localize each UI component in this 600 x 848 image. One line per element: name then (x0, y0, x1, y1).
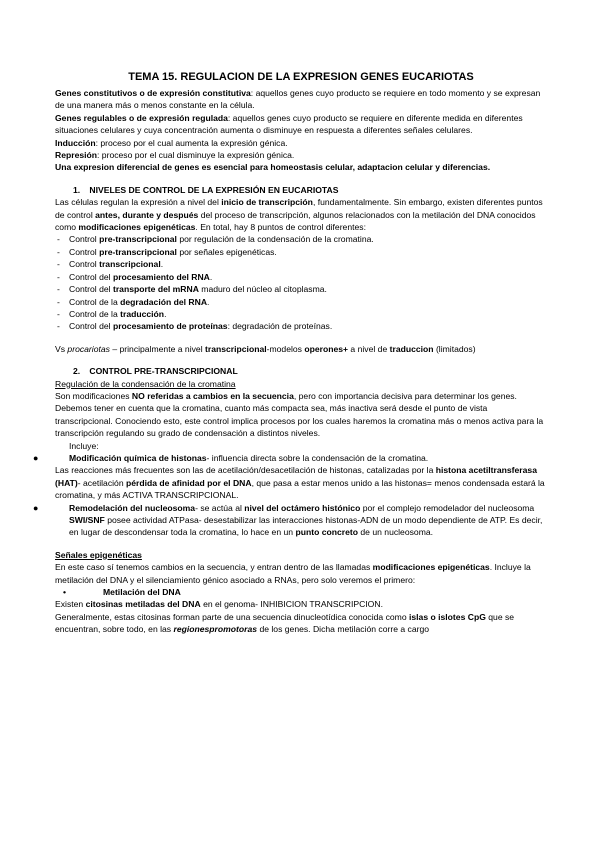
subheading-epigeneticas: Señales epigenéticas (55, 549, 142, 560)
control-points-list (55, 233, 547, 332)
procariotas-note: Vs procariotas – principalmente a nivel transcripcional-modelos operones+ a nivel de traduccion (limitados) (55, 343, 476, 354)
paragraph-represion: Represión: proceso por el cual disminuye la expresión génica. (55, 150, 295, 161)
list-item: - Control del procesamiento de proteínas: degradación de proteínas. (55, 320, 547, 332)
section-heading-2: 2. CONTROL PRE-TRANSCRIPCIONAL (73, 366, 238, 377)
paragraph-regulables: Genes regulables o de expresión regulada: aquellos genes cuyo producto se requiere en diferente medida en diferentes situaciones celulares y cuya concentración aumenta o disminuye en respuesta a diferentes señales celulares. (55, 112, 523, 136)
subheading-cromatina: Regulación de la condensación de la cromatina (55, 378, 236, 389)
page-title: TEMA 15. REGULACION DE LA EXPRESION GENES EUCARIOTAS (128, 71, 474, 83)
list-item: - Control pre-transcripcional por señales epigenéticas. (55, 246, 547, 258)
paragraph-induccion: Inducción: proceso por el cual aumenta la expresión génica. (55, 137, 288, 148)
section1-paragraph: Las células regulan la expresión a nivel del inicio de transcripción, fundamentalmente. Sin embargo, existen diferentes puntos de control antes, durante y después del proceso de transcripción, algunos relacionados con la metilación del DNA conocidos como modificaciones epigenéticas. En total, hay 8 puntos de control diferentes: (55, 197, 543, 233)
paragraph-constitutivos: Genes constitutivos o de expresión constitutiva: aquellos genes cuyo producto se requiere en todo momento y se expresan de una manera más o menos constante en la célula. (55, 88, 541, 111)
incluye-label: Incluye: (69, 440, 99, 451)
bullet-icon: • (63, 587, 67, 598)
section-heading-1: 1. NIVELES DE CONTROL DE LA EXPRESIÓN EN EUCARIOTAS (73, 184, 339, 195)
document-page (33, 70, 547, 636)
bullet-icon: ● (33, 502, 39, 513)
paragraph-modificaciones: Son modificaciones NO referidas a cambios en la secuencia, pero con importancia decisiva para determinar los genes. (55, 390, 517, 401)
paragraph-compacta: Debemos tener en cuenta que la cromatina, cuanto más compacta sea, más inactiva será desde el punto de vista transcripcional. Conociendo esto, este control implica procesos por los cuales haremos la cromatina más o menos activa para la transcripción regulando su grado de condensación a distintos niveles. (55, 403, 544, 439)
bullet-icon: ● (33, 452, 39, 463)
bullet-histonas: ● Modificación química de histonas- influencia directa sobre la condensación de la cromatina. (33, 452, 429, 463)
list-item: - Control de la degradación del RNA. (55, 296, 547, 308)
paragraph-citosinas: Existen citosinas metiladas del DNA en el genoma- INHIBICION TRANSCRIPCION. (55, 599, 383, 610)
list-item: - Control del procesamiento del RNA. (55, 271, 547, 283)
list-item: - Control del transporte del mRNA maduro del núcleo al citoplasma. (55, 283, 547, 295)
list-item: - Control transcripcional. (55, 258, 547, 270)
list-item: - Control de la traducción. (55, 308, 547, 320)
paragraph-acetilacion: Las reacciones más frecuentes son las de acetilación/desacetilación de histonas, catalizadas por la histona acetiltransferasa (HAT)- acetilación pérdida de afinidad por el DNA, que pasa a estar menos unido a las histonas= menos condensada estará la cromatina, y más ACTIVA TRANSCRIPCIONAL. (55, 465, 545, 501)
paragraph-cpg: Generalmente, estas citosinas forman parte de una secuencia dinucleotídica conocida como islas o islotes CpG que se encuentran, sobre todo, en las regionespromotoras de los genes. Dicha metilación corre a cargo (55, 611, 515, 635)
bullet-metilacion: • Metilación del DNA (63, 587, 181, 598)
paragraph-summary: Una expresion diferencial de genes es esencial para homeostasis celular, adaptacion celular y diferencias. (55, 162, 491, 173)
bullet-nucleosoma: ● Remodelación del nucleosoma- se actúa al nivel del octámero histónico por el complejo remodelador del nucleosoma SWI/SNF posee actividad ATPasa- desestabilizar las interacciones histonas-ADN de un modo dependiente de ATP. Es decir, en lugar de descondensar toda la cromatina, lo hace en un punto concreto de un nucleosoma. (33, 502, 543, 538)
paragraph-epigeneticas: En este caso sí tenemos cambios en la secuencia, y entran dentro de las llamadas modificaciones epigenéticas. Incluye la metilación del DNA y el silenciamiento génico asociado a RNAs, pero solo veremos el primero: (55, 562, 531, 585)
list-item: - Control pre-transcripcional por regulación de la condensación de la cromatina. (55, 233, 547, 245)
